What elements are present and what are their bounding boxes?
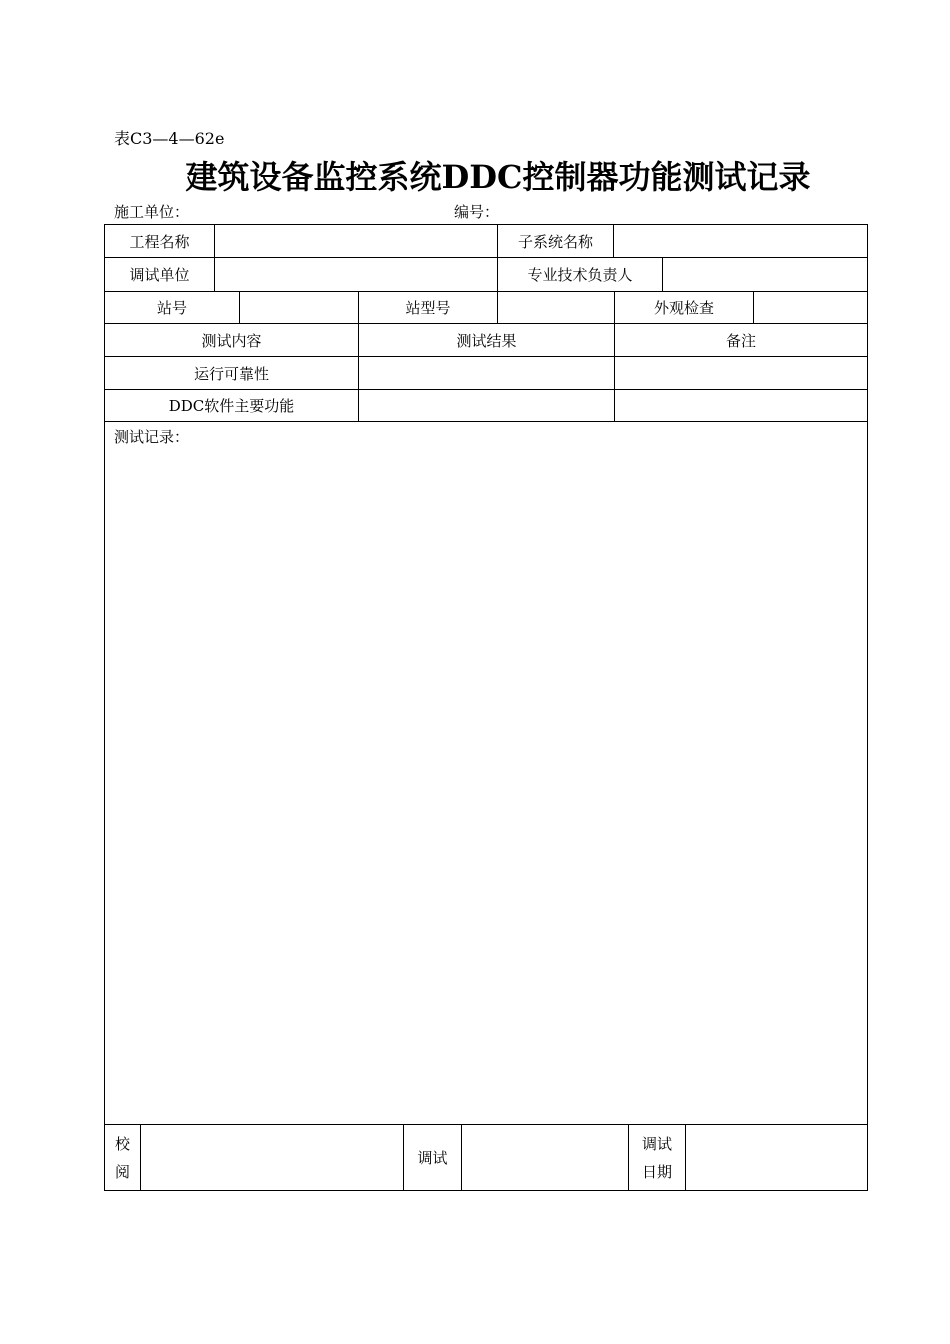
reliability-remarks-field[interactable] <box>615 357 867 389</box>
appearance-check-field[interactable] <box>754 292 867 323</box>
test-date-field[interactable] <box>686 1125 867 1190</box>
page-title: 建筑设备监控系统DDC控制器功能测试记录 <box>185 158 811 196</box>
construction-unit-label: 施工单位： <box>114 203 190 221</box>
review-label-line1: 校 <box>114 1134 130 1153</box>
test-date-label-line1: 调试 <box>641 1134 672 1153</box>
review-label-line2: 阅 <box>114 1162 130 1181</box>
technical-lead-label: 专业技术负责人 <box>527 266 633 284</box>
form-code: 表C3—4—62e <box>114 129 225 148</box>
project-name-field[interactable] <box>215 225 497 257</box>
grid-line <box>104 421 868 422</box>
station-model-field[interactable] <box>498 292 614 323</box>
commissioning-unit-label: 调试单位 <box>129 266 190 284</box>
reliability-result-field[interactable] <box>359 357 614 389</box>
grid-line <box>867 224 868 1191</box>
test-content-header: 测试内容 <box>201 331 262 350</box>
subsystem-name-field[interactable] <box>614 225 867 257</box>
grid-line <box>104 1190 868 1191</box>
ddc-functions-remarks-field[interactable] <box>615 390 867 421</box>
commissioning-unit-field[interactable] <box>215 258 497 291</box>
commissioning-label: 调试 <box>417 1149 448 1167</box>
commissioning-signature-field[interactable] <box>462 1125 628 1190</box>
technical-lead-field[interactable] <box>663 258 867 291</box>
test-date-label <box>629 1125 685 1190</box>
test-date-label-line2: 日期 <box>641 1162 672 1181</box>
serial-no-label: 编号： <box>454 203 500 221</box>
item-ddc-functions: DDC软件主要功能 <box>168 397 295 415</box>
station-no-label: 站号 <box>156 299 187 317</box>
ddc-functions-result-field[interactable] <box>359 390 614 421</box>
project-name-label: 工程名称 <box>129 232 190 251</box>
appearance-check-label: 外观检查 <box>653 299 714 317</box>
item-reliability: 运行可靠性 <box>193 364 269 383</box>
station-no-field[interactable] <box>240 292 358 323</box>
station-model-label: 站型号 <box>405 299 451 317</box>
test-record-area[interactable] <box>105 450 867 1123</box>
review-signature-field[interactable] <box>141 1125 403 1190</box>
test-record-label: 测试记录： <box>114 428 190 446</box>
subsystem-name-label: 子系统名称 <box>517 232 593 251</box>
test-result-header: 测试结果 <box>456 331 517 350</box>
remarks-header: 备注 <box>725 331 756 350</box>
review-label <box>105 1125 140 1190</box>
